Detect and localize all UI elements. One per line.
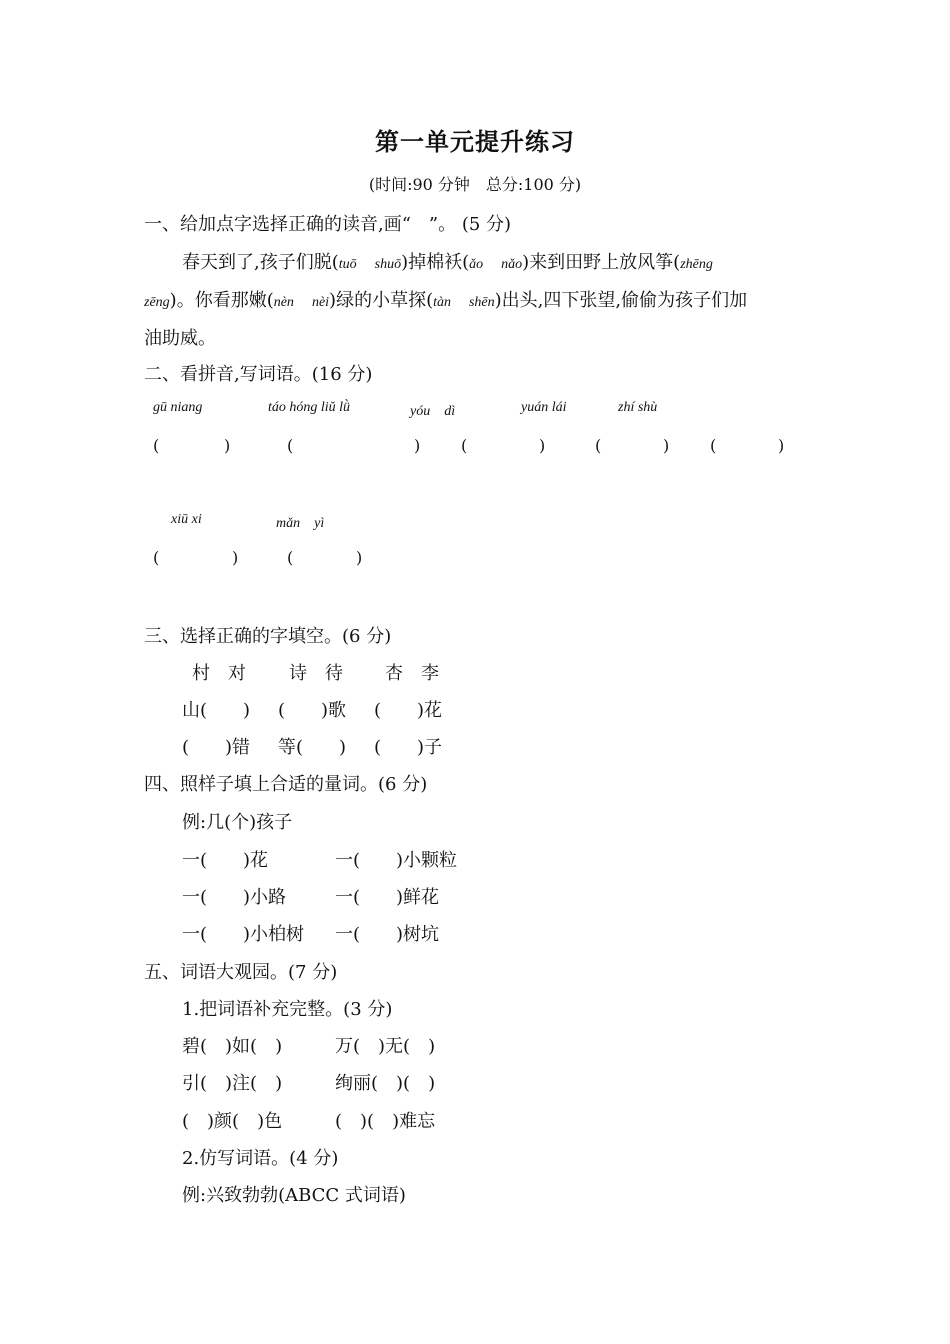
q3-blank-item[interactable]: 等( ): [278, 737, 347, 758]
q4-blank-item[interactable]: 一( )小颗粒: [335, 850, 458, 871]
pinyin-prompt: táo hóng liǔ lǜ: [268, 400, 351, 415]
q1-paragraph-line3: 油助威。: [144, 328, 216, 349]
q1-pinyin-option: zhēng: [680, 257, 713, 272]
answer-blank-open[interactable]: (: [461, 436, 468, 455]
q4-blank-item[interactable]: 一( )花: [182, 850, 269, 871]
answer-blank-close[interactable]: ): [778, 436, 785, 455]
q5-heading: 五、词语大观园。(7 分): [144, 962, 338, 983]
q5-blank-item[interactable]: 引( )注( ): [182, 1073, 283, 1094]
q1-text: )掉棉袄(: [401, 252, 470, 273]
q5-blank-item[interactable]: 绚丽( )( ): [335, 1073, 436, 1094]
answer-blank-close[interactable]: ): [224, 436, 231, 455]
q1-pinyin-option: nèn: [273, 295, 294, 310]
answer-blank-open[interactable]: (: [595, 436, 602, 455]
q5-blank-item[interactable]: ( )( )难忘: [335, 1111, 436, 1132]
answer-blank-close[interactable]: ): [356, 548, 363, 567]
q3-choice-pair: 诗 待: [289, 663, 343, 684]
q5-blank-item[interactable]: ( )颜( )色: [182, 1111, 283, 1132]
pinyin-prompt: yóu dì: [410, 404, 456, 419]
q1-pinyin-option: tuō: [338, 257, 357, 272]
q4-blank-item[interactable]: 一( )小柏树: [182, 924, 305, 945]
q3-heading: 三、选择正确的字填空。(6 分): [144, 626, 392, 647]
q1-paragraph-line2: [144, 286, 747, 312]
q3-blank-item[interactable]: ( )子: [374, 737, 443, 758]
q3-choice-pair: 杏 李: [385, 663, 439, 684]
q3-blank-item[interactable]: 山( ): [182, 700, 251, 721]
pinyin-prompt: mǎn yì: [276, 516, 325, 531]
q3-blank-item[interactable]: ( )花: [374, 700, 443, 721]
q1-pinyin-option: shēn: [468, 295, 495, 310]
q4-heading: 四、照样子填上合适的量词。(6 分): [144, 774, 428, 795]
q5-example: 例:兴致勃勃(ABCC 式词语): [182, 1185, 406, 1206]
q4-blank-item[interactable]: 一( )鲜花: [335, 887, 440, 908]
answer-blank-close[interactable]: ): [539, 436, 546, 455]
q5-blank-item[interactable]: 碧( )如( ): [182, 1036, 283, 1057]
q1-text: 春天到了,孩子们脱(: [182, 252, 339, 273]
answer-blank-open[interactable]: (: [287, 548, 294, 567]
q1-pinyin-option: nǎo: [501, 257, 523, 272]
page-title: 第一单元提升练习: [375, 127, 575, 156]
q1-text: )来到田野上放风筝(: [522, 252, 681, 273]
answer-blank-open[interactable]: (: [153, 548, 160, 567]
q1-paragraph-line1: [182, 248, 713, 274]
answer-blank-close[interactable]: ): [663, 436, 670, 455]
q4-blank-item[interactable]: 一( )小路: [182, 887, 287, 908]
q1-pinyin-option: zēng: [144, 295, 170, 310]
q1-text: )绿的小草探(: [329, 290, 434, 311]
q3-blank-item[interactable]: ( )歌: [278, 700, 347, 721]
pinyin-prompt: zhí shù: [618, 400, 658, 415]
answer-blank-open[interactable]: (: [287, 436, 294, 455]
q5-blank-item[interactable]: 万( )无( ): [335, 1036, 436, 1057]
q1-pinyin-option: shuō: [374, 257, 402, 272]
q3-choice-pair: 村 对: [192, 663, 246, 684]
pinyin-prompt: xiū xi: [171, 512, 202, 527]
q4-blank-item[interactable]: 一( )树坑: [335, 924, 440, 945]
q5-part2-heading: 2.仿写词语。(4 分): [182, 1148, 339, 1169]
time-and-score: (时间:90 分钟 总分:100 分): [368, 175, 582, 194]
q1-pinyin-option: tàn: [433, 295, 451, 310]
q1-pinyin-option: nèi: [311, 295, 330, 310]
answer-blank-close[interactable]: ): [232, 548, 239, 567]
q1-heading: 一、给加点字选择正确的读音,画“ ”。 (5 分): [144, 214, 512, 235]
q1-text: )。你看那嫩(: [169, 290, 274, 311]
pinyin-prompt: gū niang: [153, 400, 203, 415]
q3-blank-item[interactable]: ( )错: [182, 737, 251, 758]
q1-text: )出头,四下张望,偷偷为孩子们加: [494, 290, 748, 311]
answer-blank-close[interactable]: ): [414, 436, 421, 455]
q1-pinyin-option: ǎo: [469, 257, 484, 272]
q4-example: 例:几(个)孩子: [182, 812, 293, 833]
q2-heading: 二、看拼音,写词语。(16 分): [144, 364, 373, 385]
answer-blank-open[interactable]: (: [710, 436, 717, 455]
answer-blank-open[interactable]: (: [153, 436, 160, 455]
pinyin-prompt: yuán lái: [521, 400, 567, 415]
q5-part1-heading: 1.把词语补充完整。(3 分): [182, 999, 393, 1020]
